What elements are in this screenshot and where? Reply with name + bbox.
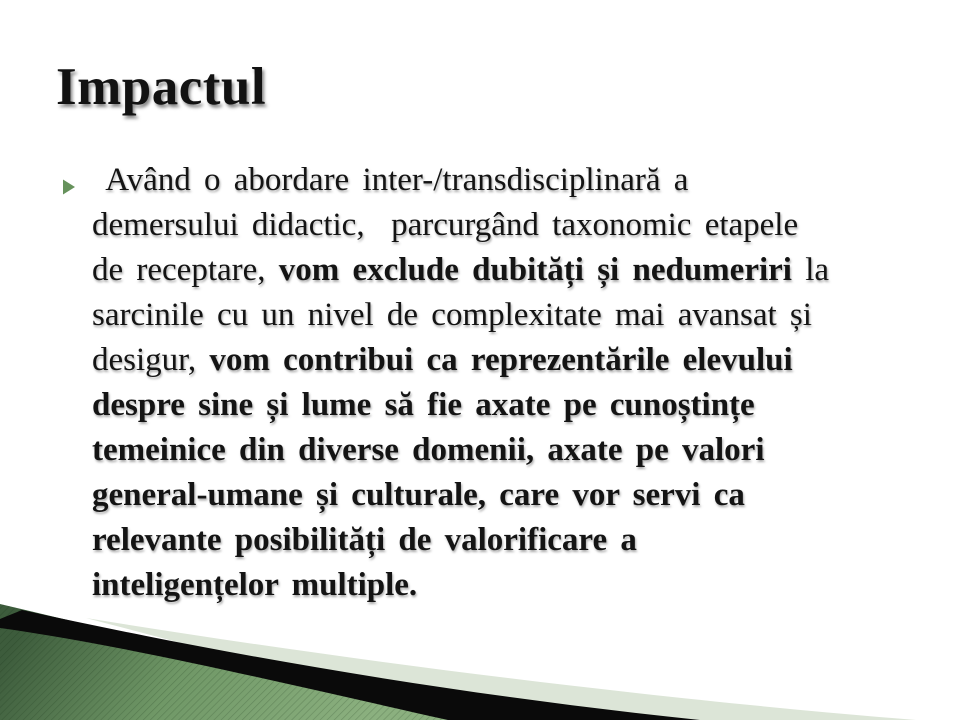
body-line: [92, 293, 928, 338]
body-run-bold: vom exclude dubități și nedumeriri: [278, 252, 792, 288]
body-run: Având o abordare inter-/transdisciplinară a: [92, 162, 689, 198]
body-run-bold: general-umane și culturale, care vor servi ca: [92, 477, 745, 513]
decor-black-swoosh: [0, 610, 700, 720]
bullet-triangle-icon: [62, 178, 76, 201]
triangle-right-icon: [63, 180, 75, 195]
body-line: [92, 383, 928, 428]
body-run: sarcinile cu un nivel de complexitate mai avansat și: [92, 297, 812, 333]
body-paragraph: [92, 158, 928, 608]
body-line: [92, 563, 928, 608]
body-line: [92, 518, 928, 563]
body-line: [92, 338, 928, 383]
body-run: desigur,: [92, 342, 210, 378]
decor-green-swoosh: [0, 604, 466, 720]
body-run-bold: vom contribui ca reprezentările elevului: [209, 342, 793, 378]
decor-pale-swoosh: [86, 618, 916, 720]
body-run-bold: despre sine și lume să fie axate pe cunoștințe: [92, 387, 755, 423]
decor-green-pinstripes: [0, 604, 466, 720]
body-line: [92, 203, 928, 248]
body-run-bold: inteligențelor multiple.: [92, 567, 418, 603]
body-line: [92, 428, 928, 473]
body-run-bold: temeinice din diverse domenii, axate pe valori: [92, 432, 765, 468]
slide-title: Impactul: [56, 58, 267, 116]
body-run: demersului didactic, parcurgând taxonomic etapele: [92, 207, 799, 243]
body-line: [92, 248, 928, 293]
body-line: [92, 473, 928, 518]
body-run-bold: relevante posibilități de valorificare a: [92, 522, 637, 558]
body-run: de receptare,: [92, 252, 279, 288]
body-line: [92, 158, 928, 203]
body-run: la: [791, 252, 830, 288]
